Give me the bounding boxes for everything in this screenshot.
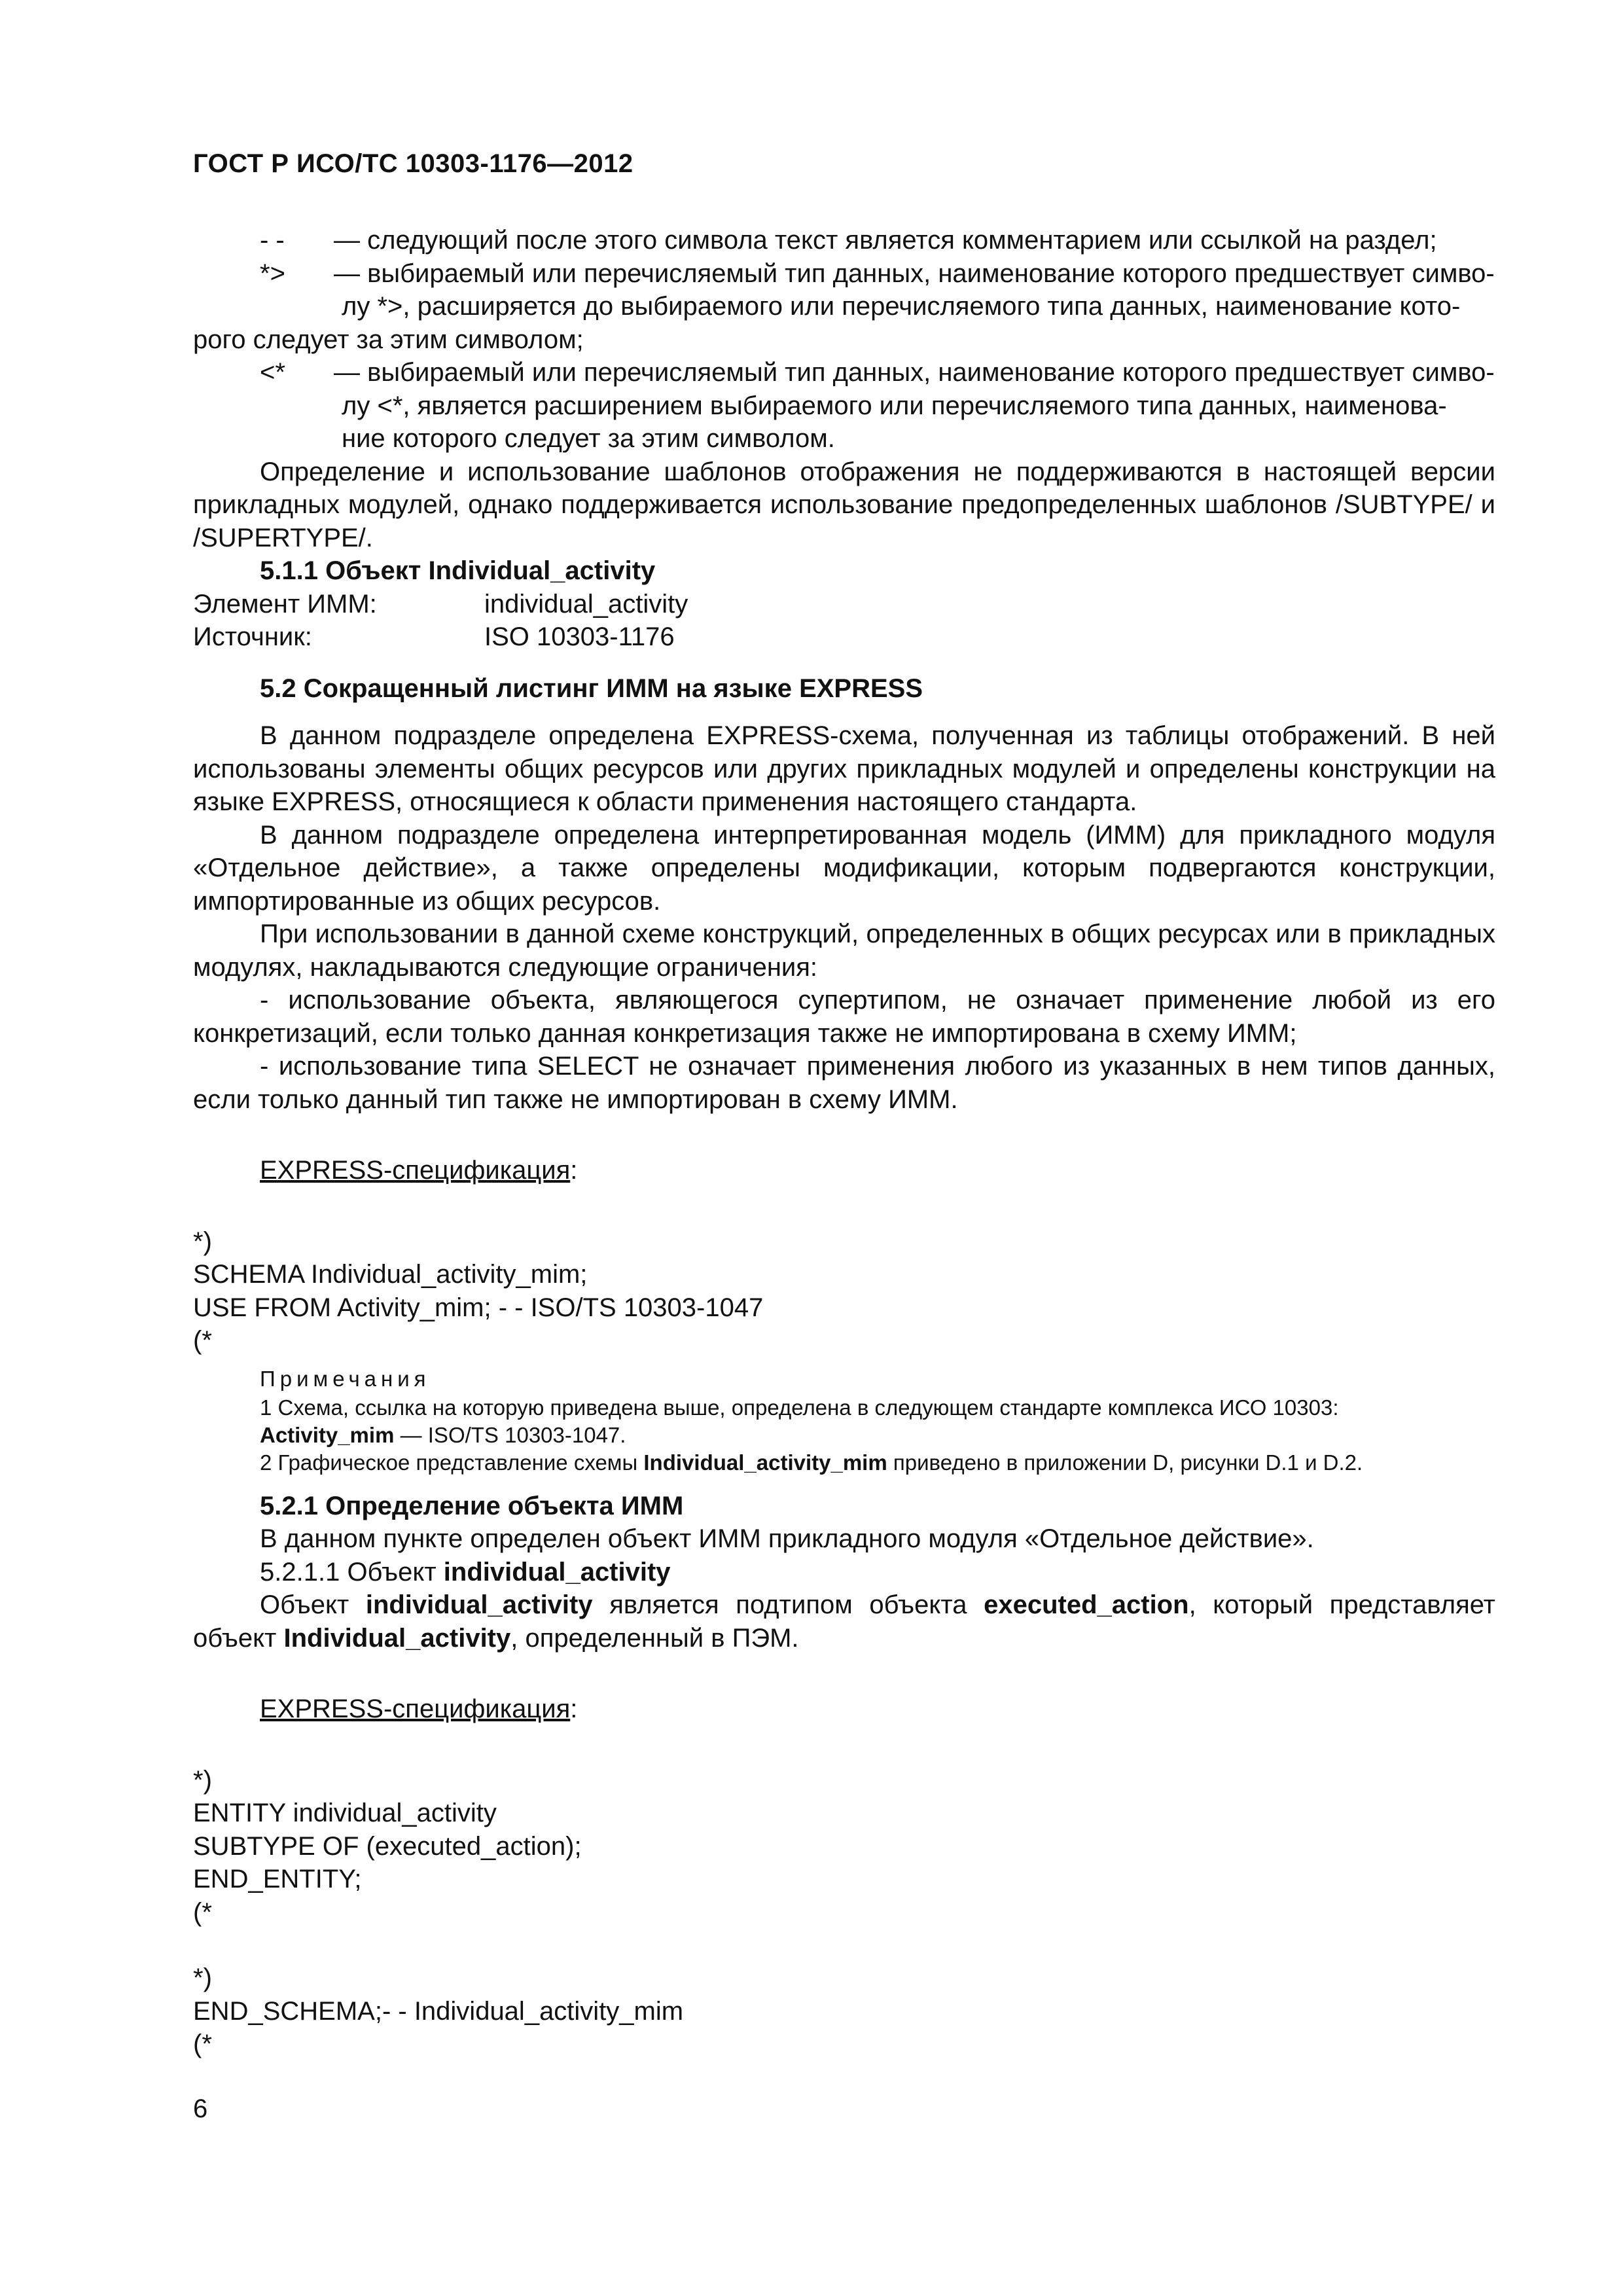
paragraph: В данном пункте определен объект ИММ прикладного модуля «Отдельное действие».: [260, 1524, 1314, 1553]
code-line: END_ENTITY;: [193, 1865, 362, 1893]
code-line: (*: [193, 2030, 212, 2058]
code-line: (*: [193, 1897, 212, 1927]
note-text: приведено в приложении D, рисунки D.1 и D.2.: [887, 1450, 1363, 1475]
section-heading-5-2-1: 5.2.1 Определение объекта ИММ: [260, 1491, 684, 1520]
kv-row: [193, 620, 1495, 654]
code-line: USE FROM Activity_mim; - - ISO/TS 10303-1047: [193, 1293, 764, 1322]
entity-name: individual_activity: [365, 1590, 593, 1619]
symbol-tag: *>: [260, 259, 285, 288]
note-text: 2 Графическое представление схемы: [260, 1450, 644, 1475]
text: , который представляет объект: [193, 1590, 1495, 1653]
schema-name: Activity_mim: [260, 1422, 395, 1447]
kv-key: Элемент ИММ:: [193, 589, 377, 619]
paragraph: [193, 1588, 1495, 1655]
paragraph: При использовании в данной схеме конструкций, определенных в общих ресурсах или в прикладных модулях, накладываются следующие ограничения:: [193, 920, 1495, 982]
note-line: [260, 1449, 1495, 1477]
code-block-schema: [193, 1225, 1495, 1357]
symbol-desc: — выбираемый или перечисляемый тип данных, наименование которого предшествует симво-: [334, 259, 1495, 288]
document-header: ГОСТ Р ИСО/ТС 10303-1176—2012: [193, 149, 633, 178]
code-block-entity: [193, 1764, 1495, 1929]
subsection-heading-5-2-1-1: [193, 1556, 1495, 1589]
symbol-desc-cont: лу *>, расширяется до выбираемого или перечисляемого типа данных, наименование кото-: [342, 292, 1461, 321]
note-line: [260, 1422, 1495, 1449]
label-colon: :: [570, 1695, 578, 1723]
label-colon: :: [570, 1156, 578, 1185]
paragraph: В данном подразделе определена интерпретированная модель (ИММ) для прикладного модуля «Отдельное действие», а также определены модификации, которым подвергаются конструкции, импортированные из общих ресурсов.: [193, 820, 1495, 916]
entity-name: executed_action: [984, 1590, 1189, 1619]
symbol-desc-cont: ние которого следует за этим символом.: [342, 424, 835, 453]
express-spec-link[interactable]: EXPRESS-спецификация: [260, 1156, 571, 1185]
entity-name: individual_activity: [443, 1557, 671, 1587]
text: , определенный в ПЭМ.: [510, 1623, 799, 1653]
note-text: — ISO/TS 10303-1047.: [394, 1422, 626, 1447]
symbol-desc: — выбираемый или перечисляемый тип данных, наименование которого предшествует симво-: [334, 358, 1495, 387]
symbol-item: [260, 257, 1495, 323]
code-line: (*: [193, 1326, 212, 1355]
express-spec-label: [193, 1693, 1495, 1726]
code-line: *): [193, 1964, 212, 1992]
express-spec-link[interactable]: EXPRESS-спецификация: [260, 1695, 571, 1723]
symbol-item: [260, 356, 1495, 456]
kv-key: Источник:: [193, 622, 312, 651]
page-number: 6: [193, 2094, 208, 2123]
code-line: SUBTYPE OF (executed_action);: [193, 1831, 582, 1861]
page-content: [193, 224, 1495, 2061]
text: Объект: [260, 1590, 366, 1619]
kv-value: individual_activity: [484, 589, 688, 619]
subsection-number: 5.2.1.1 Объект: [260, 1557, 444, 1587]
symbol-list: [260, 224, 1495, 323]
symbol-desc-tail: рого следует за этим символом;: [193, 325, 584, 354]
paragraph: В данном подразделе определена EXPRESS-схема, полученная из таблицы отображений. В ней использованы элементы общих ресурсов или других прикладных модулей и определены конструкции на языке EXPRESS, относящиеся к области применения настоящего стандарта.: [193, 721, 1495, 816]
kv-row: [193, 588, 1495, 621]
symbol-list: [260, 356, 1495, 456]
notes-block: [193, 1365, 1495, 1477]
code-line: ENTITY individual_activity: [193, 1799, 497, 1827]
code-line: *): [193, 1227, 212, 1256]
code-block-end-schema: [193, 1962, 1495, 2061]
notes-title: Примечания: [260, 1366, 431, 1391]
kv-value: ISO 10303-1176: [484, 622, 675, 651]
code-line: END_SCHEMA;- - Individual_activity_mim: [193, 1996, 684, 2026]
express-spec-label: [193, 1154, 1495, 1187]
schema-name: Individual_activity_mim: [643, 1450, 887, 1475]
section-heading-5-2: 5.2 Сокращенный листинг ИММ на языке EXPRESS: [260, 673, 923, 703]
symbol-tag: <*: [260, 358, 285, 387]
symbol-desc-cont: лу <*, является расширением выбираемого или перечисляемого типа данных, наименова-: [342, 391, 1447, 420]
note-line: 1 Схема, ссылка на которую приведена выше, определена в следующем стандарте комплекса ИСО 10303:: [260, 1395, 1339, 1420]
section-heading-5-1-1: 5.1.1 Объект Individual_activity: [260, 556, 656, 585]
paragraph: - использование объекта, являющегося супертипом, не означает применение любой из его конкретизаций, если только данная конкретизация также не импортирована в схему ИММ;: [193, 986, 1495, 1048]
symbol-tag: - -: [260, 226, 285, 255]
paragraph-templates: Определение и использование шаблонов отображения не поддерживаются в настоящей версии прикладных модулей, однако поддерживается использование предопределенных шаблонов /SUBTYPE/ и /SUPERTYPE/.: [193, 457, 1495, 552]
code-line: *): [193, 1765, 212, 1795]
code-line: SCHEMA Individual_activity_mim;: [193, 1260, 588, 1289]
symbol-desc: — следующий после этого символа текст является комментарием или ссылкой на раздел;: [334, 226, 1437, 255]
entity-name: Individual_activity: [283, 1623, 511, 1653]
paragraph: - использование типа SELECT не означает применения любого из указанных в нем типов данных, если только данный тип также не импортирован в схему ИММ.: [193, 1052, 1495, 1114]
text: является подтипом объекта: [592, 1590, 984, 1619]
symbol-item: [260, 224, 1495, 257]
